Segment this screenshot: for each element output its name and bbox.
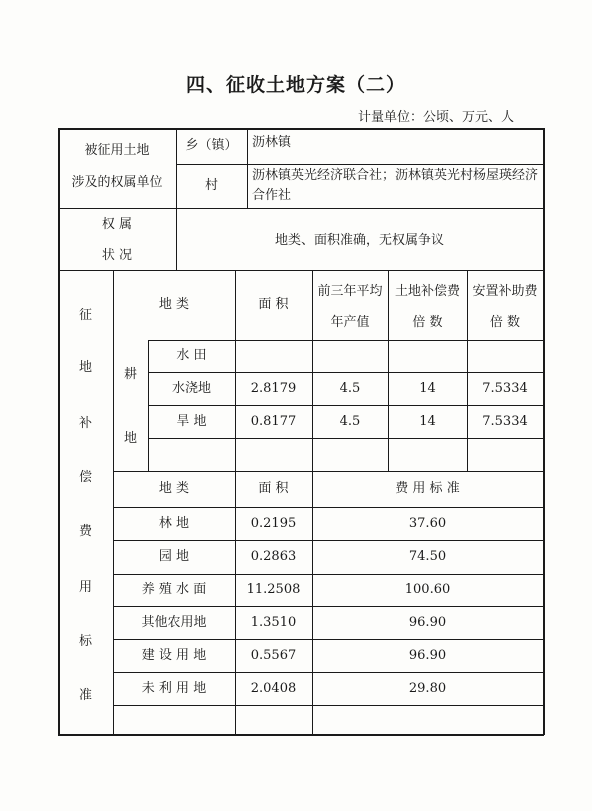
other-row-area: 2.0408 <box>250 680 297 696</box>
other-row-standard: 29.80 <box>408 680 447 696</box>
other-row-land-type <box>113 705 235 734</box>
ownership-label-line2: 状 况 <box>101 248 133 264</box>
other-row-area: 0.5567 <box>250 647 297 663</box>
section-label-char-1: 地 <box>78 360 92 376</box>
other-row-area: 1.3510 <box>250 614 297 630</box>
other-row-standard: 37.60 <box>408 515 447 531</box>
table-vline <box>543 128 545 735</box>
cultivated-row-land-type: 旱 地 <box>176 413 207 429</box>
other-row-area: 0.2195 <box>250 515 297 531</box>
village-label: 村 <box>204 178 218 194</box>
table-hline <box>58 208 543 209</box>
cultivated-row-resettle <box>467 340 543 372</box>
col-avg-output-header-line2: 年产值 <box>330 315 370 331</box>
other-row-area: 0.2863 <box>250 549 297 565</box>
other-row-standard <box>312 705 543 734</box>
cultivated-row-land-type: 水浇地 <box>171 380 211 396</box>
cultivated-row-land-comp: 14 <box>419 413 436 429</box>
cultivated-row-area <box>235 340 312 372</box>
other-row-standard: 74.50 <box>408 549 447 565</box>
cultivated-land-label-char-1: 耕 <box>123 367 137 383</box>
other-col-land-type-header: 地 类 <box>158 481 190 497</box>
cultivated-row-resettle: 7.5334 <box>482 380 528 396</box>
other-row-standard: 96.90 <box>408 614 447 630</box>
col-avg-output-header-line1: 前三年平均 <box>317 284 383 300</box>
cultivated-row-land-type <box>148 438 235 471</box>
owner-unit-label-line1: 被征用土地 <box>84 143 150 159</box>
col-resettle-header-line1: 安置补助费 <box>472 284 538 300</box>
owner-unit-label-line2: 涉及的权属单位 <box>71 175 163 191</box>
other-col-standard-header: 费 用 标 准 <box>395 481 460 497</box>
township-value: 沥林镇 <box>252 135 292 151</box>
village-value: 沥林镇英光经济联合社；沥林镇英光村杨屋瑛经济合作社 <box>252 168 539 203</box>
other-row-land-type: 建 设 用 地 <box>141 647 207 663</box>
section-label-char-5: 用 <box>78 580 92 596</box>
ownership-label-line1: 权 属 <box>101 217 133 233</box>
section-label-char-7: 准 <box>78 688 92 704</box>
other-row-standard: 96.90 <box>408 647 447 663</box>
section-label-char-3: 偿 <box>78 470 92 486</box>
other-row-standard: 100.60 <box>404 582 451 598</box>
other-row-land-type: 园 地 <box>158 549 190 565</box>
cultivated-row-land-comp: 14 <box>419 380 436 396</box>
col-land-type-header: 地 类 <box>158 297 190 313</box>
section-label-char-4: 费 <box>78 524 92 540</box>
cultivated-land-label-char-2: 地 <box>123 431 137 447</box>
section-label-char-0: 征 <box>78 308 92 324</box>
cultivated-row-area: 2.8179 <box>250 380 297 396</box>
ownership-value: 地类、面积准确，无权属争议 <box>274 233 444 249</box>
cultivated-row-land-comp <box>388 340 467 372</box>
cultivated-row-area: 0.8177 <box>250 413 297 429</box>
cultivated-row-avg-output: 4.5 <box>339 380 361 396</box>
cultivated-row-avg-output: 4.5 <box>339 413 361 429</box>
col-land-comp-header-line2: 倍 数 <box>412 315 443 331</box>
col-land-comp-header-line1: 土地补偿费 <box>394 284 460 300</box>
table-hline <box>58 734 544 736</box>
other-row-land-type: 其他农用地 <box>141 614 207 630</box>
table-vline <box>247 128 248 208</box>
page-title: 四、征收土地方案（二） <box>185 74 406 96</box>
unit-note: 计量单位：公顷、万元、人 <box>357 110 514 125</box>
cultivated-row-land-comp <box>388 438 467 471</box>
cultivated-row-land-type: 水 田 <box>176 348 207 364</box>
other-col-area-header: 面 积 <box>258 481 289 497</box>
other-row-land-type: 未 利 用 地 <box>141 680 207 696</box>
section-label-char-2: 补 <box>78 416 92 432</box>
township-label: 乡（镇） <box>185 138 238 154</box>
section-label-char-6: 标 <box>78 634 92 650</box>
other-row-area <box>235 705 312 734</box>
col-resettle-header-line2: 倍 数 <box>489 315 521 331</box>
col-area-header: 面 积 <box>258 297 289 313</box>
cultivated-row-resettle: 7.5334 <box>482 413 528 429</box>
other-row-area: 11.2508 <box>246 582 301 598</box>
cultivated-row-resettle <box>467 438 543 471</box>
other-row-land-type: 养 殖 水 面 <box>141 582 207 598</box>
other-row-land-type: 林 地 <box>158 515 190 531</box>
cultivated-row-area <box>235 438 312 471</box>
cultivated-row-avg-output <box>312 340 388 372</box>
cultivated-row-avg-output <box>312 438 388 471</box>
